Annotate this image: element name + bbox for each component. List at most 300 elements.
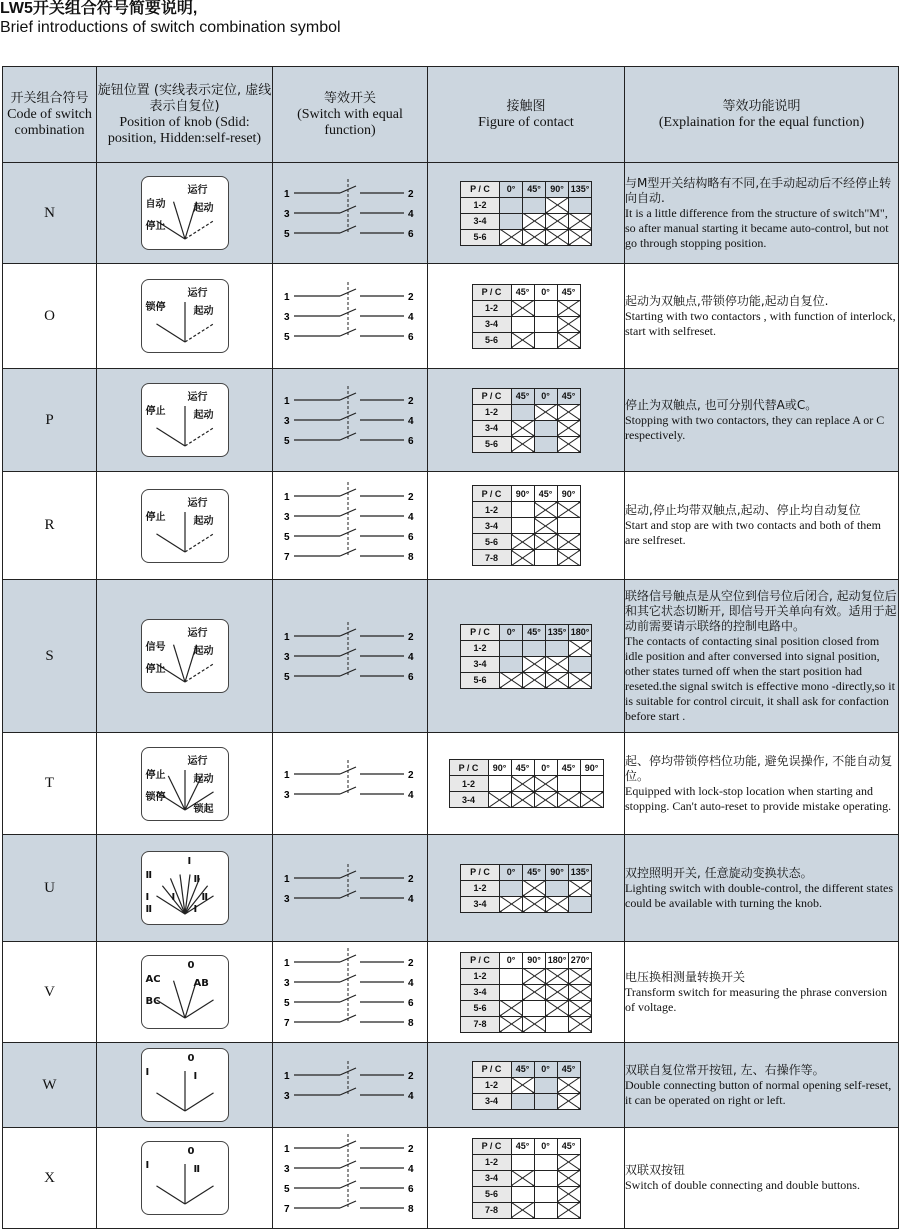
description-en: It is a little difference from the structure of switch"M", so after manual starting it became auto-control, but not go through stopping position. (625, 205, 889, 250)
contact-open-cell (569, 213, 592, 229)
knob-cell (97, 1128, 273, 1229)
contact-open-cell (546, 229, 569, 245)
terminal-label: 1 (284, 491, 290, 503)
contact-closed-cell (534, 436, 557, 452)
terminal-label: 8 (408, 551, 414, 563)
contact-pair: 1-2 (472, 404, 511, 420)
contact-closed-cell (511, 1154, 534, 1170)
knob-label: 运行 (187, 755, 208, 767)
table-row (3, 942, 899, 1043)
terminal-label: 2 (408, 1071, 414, 1082)
knob-diagram (141, 619, 229, 693)
contact-pair: 1-2 (472, 502, 511, 518)
terminal-label: 2 (408, 1144, 414, 1155)
knob-cell (97, 264, 273, 369)
description-cn: 与M型开关结构略有不同,在手动起动后不经停止转向自动. (625, 175, 892, 205)
contact-open-cell (534, 518, 557, 534)
contact-pair: 1-2 (472, 1077, 511, 1093)
knob-label: 运行 (187, 497, 208, 509)
terminal-label: 6 (408, 229, 414, 240)
contact-open-cell (546, 1000, 569, 1016)
contact-pair: 3-4 (449, 792, 488, 808)
contact-pair: 5-6 (472, 1186, 511, 1202)
contact-closed-cell (523, 1000, 546, 1016)
contact-pair: 5-6 (472, 534, 511, 550)
contact-closed-cell (569, 896, 592, 912)
terminal-label: 4 (408, 416, 414, 427)
contact-position: 0° (500, 181, 523, 197)
contact-cell (428, 835, 625, 942)
knob-line (156, 324, 185, 342)
contact-pair: 5-6 (472, 436, 511, 452)
terminal-label: 5 (284, 229, 290, 240)
equal-switch-diagram (280, 276, 420, 356)
contact-closed-cell (534, 300, 557, 316)
terminal-label: 5 (284, 998, 290, 1009)
contact-cell (428, 472, 625, 580)
knob-label: 运行 (187, 288, 208, 299)
switch-code: T (3, 733, 97, 835)
switch-cell (273, 1043, 428, 1128)
contact-closed-cell (511, 316, 534, 332)
function-description (625, 942, 899, 1043)
terminal-label: 2 (408, 491, 414, 503)
pc-corner: P / C (449, 760, 488, 776)
contact-closed-cell (523, 197, 546, 213)
knob-label: 0 (187, 1146, 195, 1157)
knob-cell (97, 733, 273, 835)
description-en: The contacts of contacting sinal position closed from idle position and after conversed into signal position, other states turned off when the start position had reseted.the signal switch is effective mono -directly,so it is suitable for control circuit, it shall ask for confaction before start . (625, 633, 895, 723)
equal-switch-diagram (280, 754, 420, 814)
contact-closed-cell (511, 518, 534, 534)
contact-position: 45° (523, 624, 546, 640)
equal-switch-diagram (280, 173, 420, 253)
contact-open-cell (500, 672, 523, 688)
terminal-label: 6 (408, 436, 414, 447)
knob-label: Ⅱ (145, 904, 153, 915)
terminal-label: 7 (284, 551, 290, 563)
knob-diagram (141, 1141, 229, 1215)
terminal-label: 4 (408, 1091, 414, 1102)
knob-label: 自动 (145, 199, 166, 210)
contact-open-cell (511, 550, 534, 566)
terminal-label: 8 (408, 1018, 414, 1029)
knob-line (185, 1093, 214, 1111)
terminal-label: 4 (408, 978, 414, 989)
contact-open-cell (557, 404, 580, 420)
terminal-label: 3 (284, 312, 290, 323)
terminal-label: 4 (408, 789, 414, 801)
terminal-label: 7 (284, 1204, 290, 1215)
contact-open-cell (557, 550, 580, 566)
contact-position: 0° (534, 760, 557, 776)
contact-open-cell (546, 968, 569, 984)
contact-figure (460, 624, 592, 689)
contact-position: 45° (523, 181, 546, 197)
terminal-label: 2 (408, 292, 414, 303)
pc-corner: P / C (461, 952, 500, 968)
contact-open-cell (557, 1186, 580, 1202)
terminal-label: 1 (284, 874, 290, 885)
knob-label: 起动 (193, 306, 214, 317)
knob-label: 0 (187, 960, 195, 971)
contact-closed-cell (534, 1186, 557, 1202)
function-description (625, 472, 899, 580)
knob-label: 起动 (193, 646, 214, 657)
contact-open-cell (523, 896, 546, 912)
knob-cell (97, 163, 273, 264)
contact-closed-cell (534, 1093, 557, 1109)
contact-open-cell (523, 968, 546, 984)
contact-open-cell (534, 404, 557, 420)
contact-open-cell (534, 502, 557, 518)
contact-closed-cell (511, 502, 534, 518)
table-row (3, 580, 899, 733)
contact-figure (472, 1138, 581, 1219)
contact-open-cell (557, 300, 580, 316)
terminal-label: 3 (284, 511, 290, 523)
knob-label: Ⅰ (145, 1067, 150, 1078)
contact-open-cell (488, 792, 511, 808)
contact-closed-cell (488, 776, 511, 792)
contact-pair: 1-2 (461, 197, 500, 213)
description-en: Start and stop are with two contacts and both of them are selfreset. (625, 518, 881, 547)
contact-pair: 1-2 (472, 1154, 511, 1170)
contact-position: 45° (511, 388, 534, 404)
contact-position: 45° (511, 760, 534, 776)
knob-label: AC (145, 974, 161, 985)
table-row (3, 835, 899, 942)
contact-open-cell (511, 792, 534, 808)
switch-cell (273, 264, 428, 369)
terminal-label: 5 (284, 531, 290, 543)
page-title-cn: LW5开关组合符号简要说明, (0, 0, 198, 17)
contact-closed-cell (511, 1093, 534, 1109)
contact-closed-cell (580, 776, 603, 792)
contact-open-cell (534, 792, 557, 808)
switch-cell (273, 1128, 428, 1229)
terminal-label: 2 (408, 396, 414, 407)
contact-pair: 3-4 (472, 1170, 511, 1186)
contact-pair: 3-4 (461, 656, 500, 672)
table-row (3, 369, 899, 472)
contact-position: 90° (523, 952, 546, 968)
knob-cell (97, 369, 273, 472)
contact-closed-cell (500, 656, 523, 672)
description-en: Lighting switch with double-control, the different states could be available with turning the knob. (625, 880, 894, 910)
contact-open-cell (569, 640, 592, 656)
pc-corner: P / C (472, 284, 511, 300)
terminal-label: 2 (408, 958, 414, 969)
knob-diagram (141, 489, 229, 563)
knob-label: Ⅱ (193, 1164, 201, 1175)
knob-diagram (141, 176, 229, 250)
contact-pair: 5-6 (461, 672, 500, 688)
terminal-label: 1 (284, 292, 290, 303)
switch-cell (273, 733, 428, 835)
switch-code: O (3, 264, 97, 369)
terminal-label: 3 (284, 1164, 290, 1175)
contact-open-cell (546, 197, 569, 213)
contact-open-cell (523, 656, 546, 672)
terminal-label: 6 (408, 998, 414, 1009)
contact-cell (428, 264, 625, 369)
switch-code: X (3, 1128, 97, 1229)
header-code: 开关组合符号 Code of switch combination (3, 67, 97, 163)
knob-label: Ⅱ (145, 870, 153, 881)
header-knob: 旋钮位置 (实线表示定位, 虚线表示自复位) Position of knob (Sdid: position, Hidden:self-reset) (97, 67, 273, 163)
contact-open-cell (546, 656, 569, 672)
contact-closed-cell (511, 1186, 534, 1202)
header-contact: 接触图 Figure of contact (428, 67, 625, 163)
knob-line (156, 1093, 185, 1111)
switch-code: V (3, 942, 97, 1043)
contact-position: 90° (511, 486, 534, 502)
contact-closed-cell (546, 640, 569, 656)
switch-cell (273, 472, 428, 580)
table-row (3, 163, 899, 264)
switch-code: P (3, 369, 97, 472)
contact-open-cell (569, 984, 592, 1000)
equal-switch-diagram (280, 476, 420, 576)
contact-position: 90° (546, 864, 569, 880)
knob-cell (97, 942, 273, 1043)
contact-position: 135° (546, 624, 569, 640)
contact-pair: 5-6 (461, 1000, 500, 1016)
knob-label: Ⅰ (193, 1071, 198, 1082)
contact-open-cell (523, 229, 546, 245)
contact-position: 0° (534, 284, 557, 300)
terminal-label: 1 (284, 396, 290, 407)
contact-figure (449, 759, 604, 808)
contact-open-cell (580, 792, 603, 808)
terminal-label: 4 (408, 511, 414, 523)
contact-open-cell (500, 1000, 523, 1016)
contact-position: 45° (557, 1061, 580, 1077)
switch-table (2, 66, 899, 1229)
contact-closed-cell (534, 1154, 557, 1170)
contact-closed-cell (546, 880, 569, 896)
knob-label: Ⅰ (193, 904, 198, 915)
knob-label: 停止 (145, 511, 166, 523)
table-header-row (3, 67, 899, 163)
contact-position: 270° (569, 952, 592, 968)
terminal-label: 4 (408, 312, 414, 323)
knob-label: 运行 (187, 185, 208, 196)
contact-position: 45° (511, 1138, 534, 1154)
knob-line (185, 324, 214, 342)
knob-diagram (141, 1048, 229, 1122)
contact-pair: 3-4 (472, 316, 511, 332)
contact-position: 0° (500, 624, 523, 640)
contact-pair: 1-2 (461, 880, 500, 896)
contact-pair: 7-8 (472, 550, 511, 566)
knob-label: 起动 (193, 773, 214, 785)
contact-closed-cell (500, 640, 523, 656)
contact-open-cell (500, 896, 523, 912)
contact-open-cell (511, 534, 534, 550)
contact-position: 90° (488, 760, 511, 776)
contact-open-cell (500, 229, 523, 245)
knob-diagram (141, 851, 229, 925)
description-en: Starting with two contactors , with function of interlock, start with selfreset. (625, 308, 896, 338)
knob-label: 起动 (193, 203, 214, 214)
function-description (625, 580, 899, 733)
contact-position: 45° (557, 284, 580, 300)
contact-closed-cell (500, 197, 523, 213)
contact-open-cell (557, 534, 580, 550)
contact-position: 135° (569, 864, 592, 880)
pc-corner: P / C (461, 624, 500, 640)
contact-open-cell (557, 436, 580, 452)
terminal-label: 3 (284, 789, 290, 801)
equal-switch-diagram (280, 858, 420, 918)
terminal-label: 4 (408, 209, 414, 220)
contact-open-cell (511, 332, 534, 348)
contact-closed-cell (534, 550, 557, 566)
contact-pair: 7-8 (461, 1016, 500, 1032)
switch-code: U (3, 835, 97, 942)
description-cn: 电压换相测量转换开关 (625, 969, 746, 984)
contact-pair: 3-4 (472, 420, 511, 436)
contact-cell (428, 369, 625, 472)
contact-figure (472, 1061, 581, 1110)
terminal-label: 2 (408, 632, 414, 643)
contact-closed-cell (534, 1202, 557, 1218)
contact-open-cell (534, 534, 557, 550)
pc-corner: P / C (461, 181, 500, 197)
description-cn: 起动为双触点,带锁停功能,起动自复位. (625, 293, 829, 308)
knob-line (156, 1186, 185, 1204)
table-row (3, 733, 899, 835)
contact-cell (428, 1128, 625, 1229)
function-description (625, 835, 899, 942)
equal-switch-diagram (280, 616, 420, 696)
terminal-label: 8 (408, 1204, 414, 1215)
contact-open-cell (557, 332, 580, 348)
contact-position: 135° (569, 181, 592, 197)
contact-position: 0° (534, 388, 557, 404)
contact-open-cell (511, 1202, 534, 1218)
knob-label: AB (193, 978, 209, 989)
terminal-label: 5 (284, 332, 290, 343)
contact-open-cell (523, 672, 546, 688)
function-description (625, 1128, 899, 1229)
contact-figure (460, 952, 592, 1033)
contact-pair: 3-4 (461, 984, 500, 1000)
contact-open-cell (557, 502, 580, 518)
contact-position: 90° (546, 181, 569, 197)
contact-open-cell (546, 213, 569, 229)
contact-closed-cell (569, 656, 592, 672)
contact-closed-cell (546, 1016, 569, 1032)
contact-open-cell (511, 776, 534, 792)
pc-corner: P / C (472, 486, 511, 502)
contact-position: 0° (534, 1061, 557, 1077)
description-en: Double connecting button of normal opening self-reset, it can be operated on right or left. (625, 1077, 892, 1107)
description-cn: 联络信号触点是从空位到信号位后闭合, 起动复位后和其它状态切断开, 即信号开关单向有效。适用于起动前需要请示联络的控制电路中。 (625, 588, 897, 633)
knob-label: Ⅰ (171, 892, 176, 903)
contact-closed-cell (534, 420, 557, 436)
contact-cell (428, 580, 625, 733)
contact-open-cell (523, 984, 546, 1000)
description-en: Switch of double connecting and double buttons. (625, 1178, 860, 1192)
description-cn: 起、停均带锁停档位功能, 避免误操作, 不能自动复位。 (625, 753, 893, 783)
contact-pair: 3-4 (461, 896, 500, 912)
contact-cell (428, 942, 625, 1043)
contact-open-cell (557, 420, 580, 436)
terminal-label: 1 (284, 1144, 290, 1155)
contact-open-cell (546, 672, 569, 688)
contact-open-cell (523, 880, 546, 896)
description-cn: 双联自复位常开按钮, 左、右操作等。 (625, 1062, 825, 1077)
terminal-label: 3 (284, 416, 290, 427)
switch-code: S (3, 580, 97, 733)
contact-pair: 3-4 (461, 213, 500, 229)
function-description (625, 1043, 899, 1128)
table-row (3, 472, 899, 580)
contact-pair: 1-2 (461, 640, 500, 656)
terminal-label: 1 (284, 189, 290, 200)
contact-closed-cell (534, 1077, 557, 1093)
table-row (3, 264, 899, 369)
contact-open-cell (523, 1016, 546, 1032)
knob-line (156, 428, 185, 446)
terminal-label: 1 (284, 1071, 290, 1082)
contact-closed-cell (500, 968, 523, 984)
knob-label: 锁停 (145, 791, 166, 803)
contact-closed-cell (534, 1170, 557, 1186)
contact-open-cell (500, 1016, 523, 1032)
table-row (3, 1128, 899, 1229)
contact-position: 0° (500, 864, 523, 880)
contact-open-cell (569, 1016, 592, 1032)
terminal-label: 5 (284, 1184, 290, 1195)
contact-pair: 1-2 (449, 776, 488, 792)
switch-code: N (3, 163, 97, 264)
contact-position: 45° (557, 760, 580, 776)
contact-open-cell (569, 1000, 592, 1016)
contact-position: 180° (546, 952, 569, 968)
knob-label: Ⅰ (145, 892, 150, 903)
function-description (625, 733, 899, 835)
knob-diagram (141, 279, 229, 353)
equal-switch-diagram (280, 1055, 420, 1115)
terminal-label: 3 (284, 894, 290, 905)
description-cn: 起动,停止均带双触点,起动、停止均自动复位 (625, 503, 861, 517)
contact-closed-cell (557, 776, 580, 792)
terminal-label: 2 (408, 189, 414, 200)
knob-diagram (141, 955, 229, 1029)
contact-position: 45° (523, 864, 546, 880)
contact-position: 45° (557, 1138, 580, 1154)
contact-open-cell (511, 1170, 534, 1186)
equal-switch-diagram (280, 380, 420, 460)
knob-cell (97, 1043, 273, 1128)
contact-pair: 5-6 (472, 332, 511, 348)
contact-closed-cell (534, 332, 557, 348)
knob-label: 停止 (145, 406, 166, 417)
switch-cell (273, 835, 428, 942)
contact-figure (472, 485, 581, 566)
contact-cell (428, 733, 625, 835)
knob-cell (97, 835, 273, 942)
description-en: Transform switch for measuring the phrase conversion of voltage. (625, 984, 888, 1014)
contact-open-cell (569, 968, 592, 984)
knob-diagram (141, 383, 229, 457)
contact-figure (460, 864, 592, 913)
knob-diagram (141, 747, 229, 821)
